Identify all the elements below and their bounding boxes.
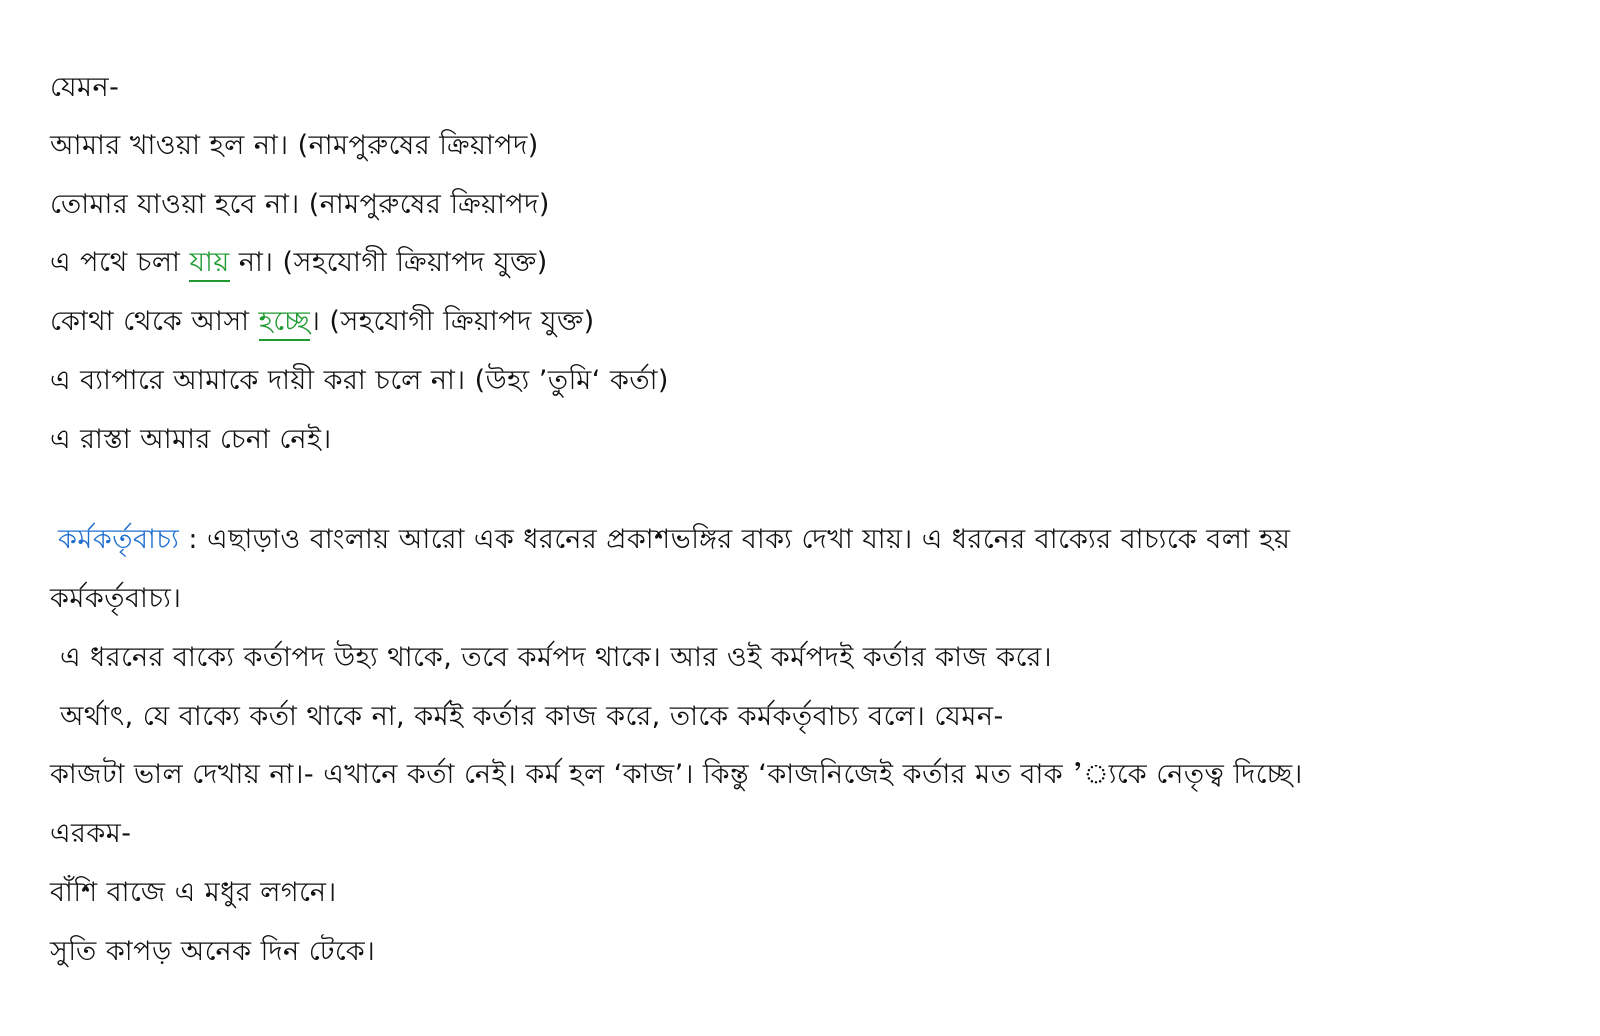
intro-line: যেমন- bbox=[50, 72, 120, 103]
example-line-3 bbox=[50, 243, 548, 283]
paragraph-1: এ ধরনের বাক্যে কর্তাপদ উহ্য থাকে, তবে কর্মপদ থাকে। আর ওই কর্মপদই কর্তার কাজ করে। bbox=[60, 642, 1052, 673]
example-line-3-part-a: এ পথে চলা bbox=[50, 247, 190, 278]
definition-continuation: কর্মকর্তৃবাচ্য। bbox=[50, 583, 182, 614]
example-line-7: বাঁশি বাজে এ মধুর লগনে। bbox=[50, 877, 337, 908]
example-line-4 bbox=[50, 302, 595, 342]
example-line-5: এ ব্যাপারে আমাকে দায়ী করা চলে না। (উহ্য ’তুমি‘ কর্তা) bbox=[50, 365, 669, 396]
paragraph-3: কাজটা ভাল দেখায় না।- এখানে কর্তা নেই। কর্ম হল ‘কাজ’। কিন্তু ‘কাজনিজেই কর্তার মত বাক ’্যকে নেতৃত্ব দিচ্ছে। bbox=[50, 759, 1303, 790]
example-line-1: আমার খাওয়া হল না। (নামপুরুষের ক্রিয়াপদ) bbox=[50, 130, 539, 161]
paragraph-2: অর্থাৎ, যে বাক্যে কর্তা থাকে না, কর্মই কর্তার কাজ করে, তাকে কর্মকর্তৃবাচ্য বলে। যেমন- bbox=[60, 701, 1004, 732]
term-karmakartribachya: কর্মকর্তৃবাচ্য bbox=[58, 524, 180, 555]
example-line-4-part-a: কোথা থেকে আসা bbox=[50, 306, 259, 337]
definition-text: : এছাড়াও বাংলায় আরো এক ধরনের প্রকাশভঙ্গির বাক্য দেখা যায়। এ ধরনের বাক্যের বাচ্যকে বলা হয় bbox=[179, 524, 1291, 555]
example-line-4-part-b: । (সহযোগী ক্রিয়াপদ যুক্ত) bbox=[310, 306, 595, 337]
paragraph-4: এরকম- bbox=[50, 818, 132, 849]
example-line-2: তোমার যাওয়া হবে না। (নামপুরুষের ক্রিয়াপদ) bbox=[50, 189, 550, 220]
definition-line bbox=[58, 520, 1290, 560]
example-line-6: এ রাস্তা আমার চেনা নেই। bbox=[50, 424, 332, 455]
highlighted-verb-hocche: হচ্ছে bbox=[259, 306, 311, 341]
example-line-8: সুতি কাপড় অনেক দিন টেকে। bbox=[50, 936, 376, 967]
example-line-3-part-b: না। (সহযোগী ক্রিয়াপদ যুক্ত) bbox=[229, 247, 548, 278]
highlighted-verb-jay: যায় bbox=[189, 247, 229, 282]
